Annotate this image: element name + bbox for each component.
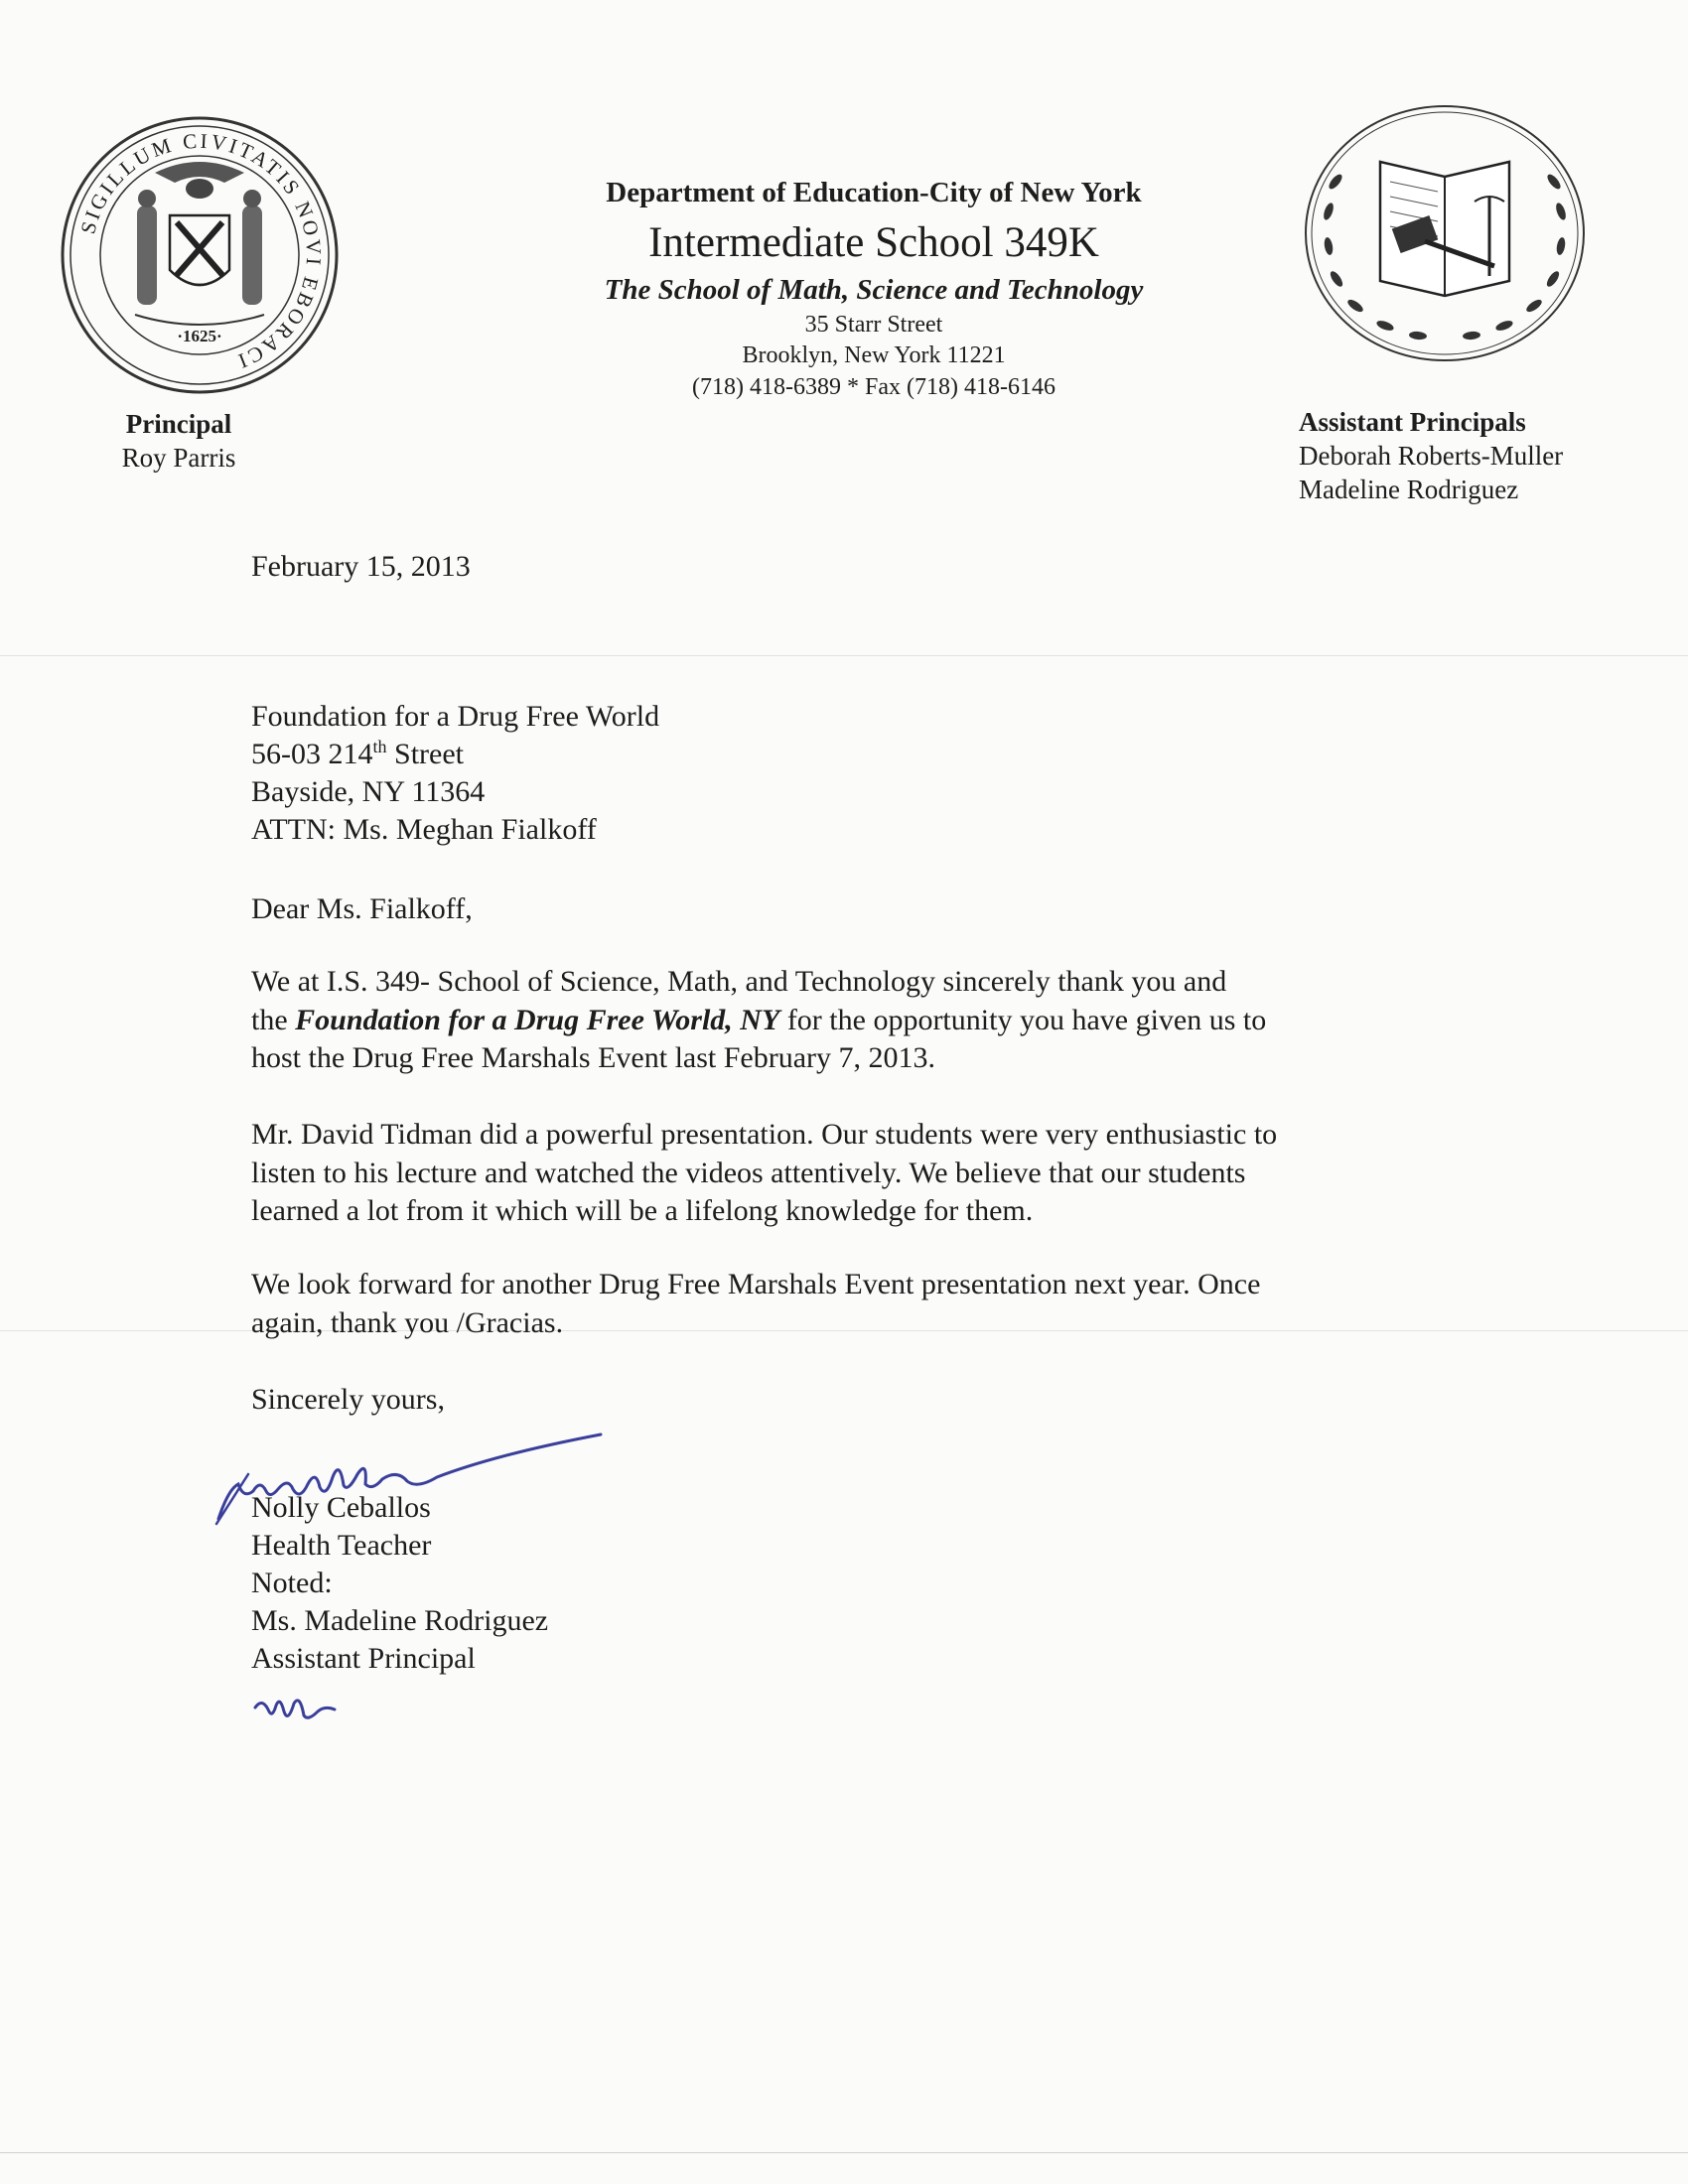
recipient-street: 56-03 214th Street [251,737,464,770]
initials-mr [250,1688,345,1732]
paragraph-2: Mr. David Tidman did a powerful presentation. Our students were very enthusiastic to listen to his lecture and watched the videos attentively. We believe that our students learned a lot from it which will be a lifelong knowledge for them. [251,1118,1278,1227]
department-heading: Department of Education-City of New York [606,177,1142,208]
signature-block [251,1489,1443,1678]
assistant-principals-heading: Assistant Principals [1299,407,1526,437]
foundation-name-emphasis: Foundation for a Drug Free World, NY [295,1003,780,1036]
school-tagline: The School of Math, Science and Technology [604,274,1144,306]
assistant-principal-name: Deborah Roberts-Muller [1299,441,1564,471]
letter-date: February 15, 2013 [251,550,471,583]
closing: Sincerely yours, [251,1383,445,1416]
signer-name: Nolly Ceballos [251,1491,431,1524]
noted-label: Noted: [251,1567,333,1599]
salutation: Dear Ms. Fialkoff, [251,892,473,925]
scan-line [0,2152,1688,2153]
scan-line [0,655,1688,656]
principal-block [60,407,298,475]
nyc-seal-logo [56,111,344,399]
school-name: Intermediate School 349K [648,219,1099,266]
school-phone: (718) 418-6389 * Fax (718) 418-6146 [692,374,1055,400]
noted-title: Assistant Principal [251,1642,476,1675]
recipient-attn: ATTN: Ms. Meghan Fialkoff [251,813,597,846]
principal-heading: Principal [125,409,232,439]
signer-title: Health Teacher [251,1529,432,1562]
principal-name: Roy Parris [121,443,236,473]
recipient-city: Bayside, NY 11364 [251,775,486,808]
school-street: 35 Starr Street [804,312,943,338]
recipient-org: Foundation for a Drug Free World [251,700,660,733]
assistant-principal-name: Madeline Rodriguez [1299,475,1519,504]
noted-name: Ms. Madeline Rodriguez [251,1604,549,1637]
assistant-principals-block [1299,405,1563,506]
seal-ring-text: SIGILLUM CIVITATIS NOVI EBORACI [75,128,327,374]
school-city: Brooklyn, New York 11221 [742,342,1006,368]
school-emblem-logo [1301,102,1589,365]
paragraph-3: We look forward for another Drug Free Marshals Event presentation next year. Once again, thank you /Gracias. [251,1268,1261,1339]
recipient-address [251,698,1443,849]
paragraph-1: We at I.S. 349- School of Science, Math, and Technology sincerely thank you and the Foundation for a Drug Free World, NY for the opportunity you have given us to host the Drug Free Marshals Event last February 7, 2013. [251,965,1267,1074]
seal-year: ·1625· [177,327,222,345]
